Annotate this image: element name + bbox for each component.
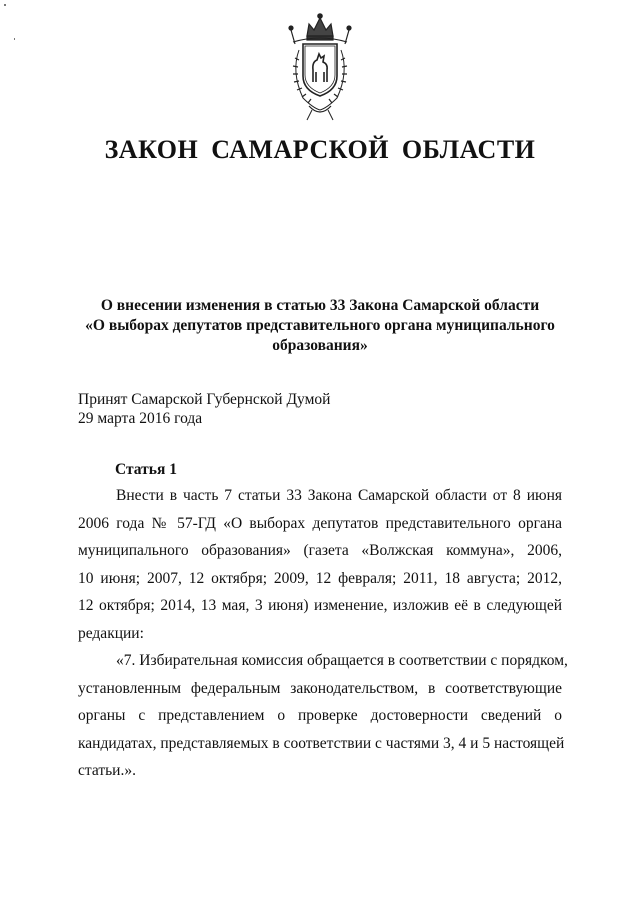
article-heading: Статья 1: [115, 461, 177, 478]
paragraph-line: 10 июня; 2007, 12 октября; 2009, 12 февраля; 2011, 18 августа; 2012,: [78, 569, 562, 587]
paragraph-line: органы с представлением о проверке достоверности сведений о: [78, 707, 562, 724]
subject-line: образования»: [272, 337, 368, 354]
paragraph-line: статьи.».: [78, 762, 136, 779]
samara-region-coat-of-arms-icon: [285, 6, 355, 124]
paragraph-line: Внести в часть 7 статьи 33 Закона Самарской области от 8 июня: [116, 487, 562, 504]
paragraph-line: 2006 года № 57-ГД «О выборах депутатов представительного органа: [78, 514, 562, 532]
adopted-by: Принят Самарской Губернской Думой: [78, 391, 331, 408]
adoption-date: 29 марта 2016 года: [78, 410, 203, 427]
article-body: [78, 482, 568, 785]
paragraph-line: кандидатах, представляемых в соответствии с частями 3, 4 и 5 настоящей: [78, 734, 565, 752]
paragraph-line: 12 октября; 2014, 13 мая, 3 июня) изменение, изложив её в следующей: [78, 597, 562, 614]
subject-line: «О выборах депутатов представительного органа муниципального: [85, 317, 555, 334]
scan-speck: [14, 38, 15, 40]
paragraph-line: муниципального образования» (газета «Волжская коммуна», 2006,: [78, 542, 562, 559]
subject-line: О внесении изменения в статью 33 Закона Самарской области: [100, 297, 540, 314]
paragraph-line: «7. Избирательная комиссия обращается в соответствии с порядком,: [116, 652, 568, 669]
adoption-info: [78, 390, 330, 428]
law-title: ЗАКОН САМАРСКОЙ ОБЛАСТИ: [104, 135, 536, 164]
scan-speck: [4, 4, 6, 6]
law-subject: [60, 296, 580, 356]
paragraph-line: редакции:: [78, 624, 144, 642]
paragraph-line: установленным федеральным законодательством, в соответствующие: [78, 679, 562, 697]
